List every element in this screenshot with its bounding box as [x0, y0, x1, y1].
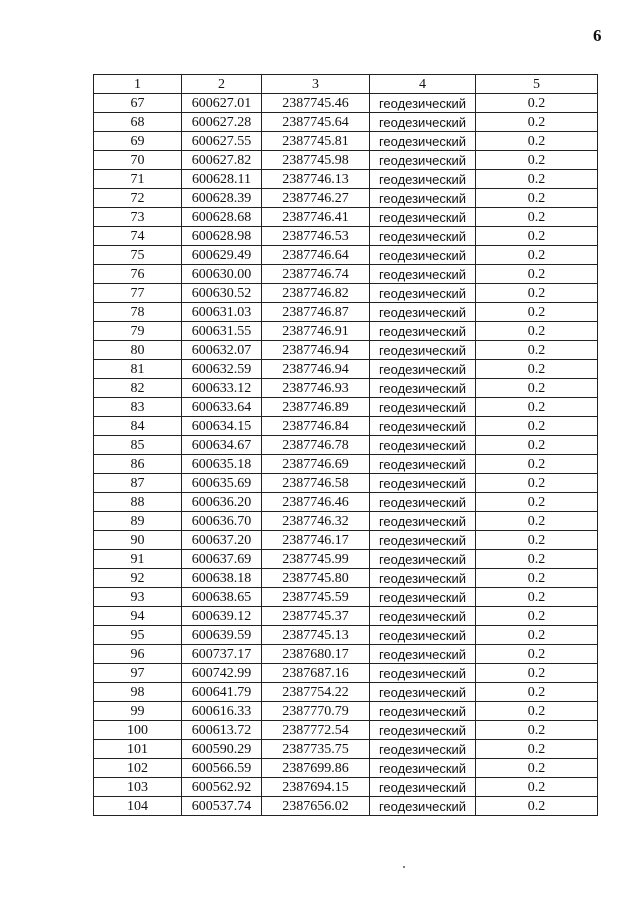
x-coordinate-cell: 600628.98 [182, 227, 262, 246]
accuracy-cell: 0.2 [476, 550, 598, 569]
x-coordinate-cell: 600634.15 [182, 417, 262, 436]
accuracy-cell: 0.2 [476, 531, 598, 550]
point-number-cell: 83 [94, 398, 182, 417]
accuracy-cell: 0.2 [476, 360, 598, 379]
point-number-cell: 99 [94, 702, 182, 721]
x-coordinate-cell: 600562.92 [182, 778, 262, 797]
table-row [94, 284, 598, 303]
y-coordinate-cell: 2387745.81 [262, 132, 370, 151]
table-row [94, 645, 598, 664]
accuracy-cell: 0.2 [476, 265, 598, 284]
point-number-cell: 67 [94, 94, 182, 113]
y-coordinate-cell: 2387746.94 [262, 360, 370, 379]
x-coordinate-cell: 600638.65 [182, 588, 262, 607]
method-cell: геодезический [370, 398, 476, 417]
point-number-cell: 79 [94, 322, 182, 341]
method-cell: геодезический [370, 702, 476, 721]
point-number-cell: 82 [94, 379, 182, 398]
table-row [94, 94, 598, 113]
point-number-cell: 75 [94, 246, 182, 265]
method-cell: геодезический [370, 759, 476, 778]
column-header-1: 1 [94, 75, 182, 94]
scan-speck [403, 866, 405, 868]
x-coordinate-cell: 600627.82 [182, 151, 262, 170]
accuracy-cell: 0.2 [476, 702, 598, 721]
accuracy-cell: 0.2 [476, 322, 598, 341]
accuracy-cell: 0.2 [476, 227, 598, 246]
x-coordinate-cell: 600636.20 [182, 493, 262, 512]
coordinates-table [93, 74, 598, 816]
table-row [94, 189, 598, 208]
x-coordinate-cell: 600633.64 [182, 398, 262, 417]
method-cell: геодезический [370, 721, 476, 740]
x-coordinate-cell: 600627.01 [182, 94, 262, 113]
point-number-cell: 89 [94, 512, 182, 531]
y-coordinate-cell: 2387699.86 [262, 759, 370, 778]
method-cell: геодезический [370, 645, 476, 664]
y-coordinate-cell: 2387745.64 [262, 113, 370, 132]
x-coordinate-cell: 600742.99 [182, 664, 262, 683]
table-row [94, 512, 598, 531]
accuracy-cell: 0.2 [476, 455, 598, 474]
x-coordinate-cell: 600630.00 [182, 265, 262, 284]
y-coordinate-cell: 2387745.80 [262, 569, 370, 588]
point-number-cell: 87 [94, 474, 182, 493]
column-header-2: 2 [182, 75, 262, 94]
y-coordinate-cell: 2387746.89 [262, 398, 370, 417]
accuracy-cell: 0.2 [476, 607, 598, 626]
accuracy-cell: 0.2 [476, 436, 598, 455]
method-cell: геодезический [370, 455, 476, 474]
x-coordinate-cell: 600637.20 [182, 531, 262, 550]
table-row [94, 607, 598, 626]
accuracy-cell: 0.2 [476, 208, 598, 227]
x-coordinate-cell: 600537.74 [182, 797, 262, 816]
accuracy-cell: 0.2 [476, 417, 598, 436]
accuracy-cell: 0.2 [476, 398, 598, 417]
point-number-cell: 90 [94, 531, 182, 550]
point-number-cell: 69 [94, 132, 182, 151]
table-header-row [94, 75, 598, 94]
method-cell: геодезический [370, 113, 476, 132]
point-number-cell: 91 [94, 550, 182, 569]
y-coordinate-cell: 2387746.32 [262, 512, 370, 531]
x-coordinate-cell: 600638.18 [182, 569, 262, 588]
point-number-cell: 102 [94, 759, 182, 778]
accuracy-cell: 0.2 [476, 94, 598, 113]
accuracy-cell: 0.2 [476, 170, 598, 189]
method-cell: геодезический [370, 303, 476, 322]
accuracy-cell: 0.2 [476, 151, 598, 170]
method-cell: геодезический [370, 550, 476, 569]
method-cell: геодезический [370, 227, 476, 246]
method-cell: геодезический [370, 607, 476, 626]
table-row [94, 322, 598, 341]
point-number-cell: 85 [94, 436, 182, 455]
method-cell: геодезический [370, 360, 476, 379]
method-cell: геодезический [370, 246, 476, 265]
x-coordinate-cell: 600637.69 [182, 550, 262, 569]
point-number-cell: 70 [94, 151, 182, 170]
point-number-cell: 74 [94, 227, 182, 246]
table-row [94, 170, 598, 189]
y-coordinate-cell: 2387746.41 [262, 208, 370, 227]
method-cell: геодезический [370, 683, 476, 702]
page-number: 6 [593, 26, 602, 45]
accuracy-cell: 0.2 [476, 246, 598, 265]
point-number-cell: 93 [94, 588, 182, 607]
x-coordinate-cell: 600632.59 [182, 360, 262, 379]
y-coordinate-cell: 2387746.46 [262, 493, 370, 512]
method-cell: геодезический [370, 626, 476, 645]
point-number-cell: 80 [94, 341, 182, 360]
point-number-cell: 72 [94, 189, 182, 208]
point-number-cell: 92 [94, 569, 182, 588]
accuracy-cell: 0.2 [476, 113, 598, 132]
table-row [94, 474, 598, 493]
x-coordinate-cell: 600627.55 [182, 132, 262, 151]
table-row [94, 550, 598, 569]
table-row [94, 664, 598, 683]
y-coordinate-cell: 2387745.59 [262, 588, 370, 607]
accuracy-cell: 0.2 [476, 778, 598, 797]
accuracy-cell: 0.2 [476, 664, 598, 683]
point-number-cell: 86 [94, 455, 182, 474]
method-cell: геодезический [370, 531, 476, 550]
x-coordinate-cell: 600566.59 [182, 759, 262, 778]
x-coordinate-cell: 600613.72 [182, 721, 262, 740]
y-coordinate-cell: 2387745.13 [262, 626, 370, 645]
accuracy-cell: 0.2 [476, 740, 598, 759]
accuracy-cell: 0.2 [476, 588, 598, 607]
table-row [94, 208, 598, 227]
table-row [94, 702, 598, 721]
method-cell: геодезический [370, 512, 476, 531]
x-coordinate-cell: 600627.28 [182, 113, 262, 132]
table-body [94, 94, 598, 816]
column-header-3: 3 [262, 75, 370, 94]
x-coordinate-cell: 600628.39 [182, 189, 262, 208]
point-number-cell: 104 [94, 797, 182, 816]
y-coordinate-cell: 2387656.02 [262, 797, 370, 816]
table-row [94, 740, 598, 759]
y-coordinate-cell: 2387687.16 [262, 664, 370, 683]
y-coordinate-cell: 2387746.74 [262, 265, 370, 284]
x-coordinate-cell: 600631.03 [182, 303, 262, 322]
table-row [94, 759, 598, 778]
method-cell: геодезический [370, 778, 476, 797]
accuracy-cell: 0.2 [476, 341, 598, 360]
point-number-cell: 96 [94, 645, 182, 664]
method-cell: геодезический [370, 569, 476, 588]
y-coordinate-cell: 2387745.37 [262, 607, 370, 626]
y-coordinate-cell: 2387680.17 [262, 645, 370, 664]
y-coordinate-cell: 2387746.27 [262, 189, 370, 208]
y-coordinate-cell: 2387746.87 [262, 303, 370, 322]
table-row [94, 341, 598, 360]
accuracy-cell: 0.2 [476, 512, 598, 531]
point-number-cell: 77 [94, 284, 182, 303]
x-coordinate-cell: 600635.18 [182, 455, 262, 474]
y-coordinate-cell: 2387754.22 [262, 683, 370, 702]
x-coordinate-cell: 600636.70 [182, 512, 262, 531]
x-coordinate-cell: 600632.07 [182, 341, 262, 360]
point-number-cell: 103 [94, 778, 182, 797]
x-coordinate-cell: 600628.11 [182, 170, 262, 189]
table-row [94, 531, 598, 550]
point-number-cell: 68 [94, 113, 182, 132]
x-coordinate-cell: 600590.29 [182, 740, 262, 759]
method-cell: геодезический [370, 265, 476, 284]
method-cell: геодезический [370, 132, 476, 151]
table-row [94, 151, 598, 170]
point-number-cell: 95 [94, 626, 182, 645]
y-coordinate-cell: 2387746.64 [262, 246, 370, 265]
y-coordinate-cell: 2387746.53 [262, 227, 370, 246]
method-cell: геодезический [370, 341, 476, 360]
y-coordinate-cell: 2387746.94 [262, 341, 370, 360]
table-row [94, 246, 598, 265]
y-coordinate-cell: 2387770.79 [262, 702, 370, 721]
point-number-cell: 97 [94, 664, 182, 683]
y-coordinate-cell: 2387746.91 [262, 322, 370, 341]
method-cell: геодезический [370, 151, 476, 170]
method-cell: геодезический [370, 588, 476, 607]
accuracy-cell: 0.2 [476, 189, 598, 208]
y-coordinate-cell: 2387746.58 [262, 474, 370, 493]
method-cell: геодезический [370, 493, 476, 512]
method-cell: геодезический [370, 664, 476, 683]
y-coordinate-cell: 2387735.75 [262, 740, 370, 759]
table-row [94, 721, 598, 740]
table-row [94, 227, 598, 246]
accuracy-cell: 0.2 [476, 474, 598, 493]
accuracy-cell: 0.2 [476, 493, 598, 512]
x-coordinate-cell: 600639.59 [182, 626, 262, 645]
column-header-4: 4 [370, 75, 476, 94]
table-row [94, 778, 598, 797]
method-cell: геодезический [370, 474, 476, 493]
x-coordinate-cell: 600616.33 [182, 702, 262, 721]
x-coordinate-cell: 600737.17 [182, 645, 262, 664]
table-row [94, 417, 598, 436]
x-coordinate-cell: 600633.12 [182, 379, 262, 398]
table-row [94, 398, 598, 417]
table-row [94, 360, 598, 379]
y-coordinate-cell: 2387746.84 [262, 417, 370, 436]
x-coordinate-cell: 600635.69 [182, 474, 262, 493]
accuracy-cell: 0.2 [476, 303, 598, 322]
y-coordinate-cell: 2387746.69 [262, 455, 370, 474]
x-coordinate-cell: 600630.52 [182, 284, 262, 303]
y-coordinate-cell: 2387746.82 [262, 284, 370, 303]
y-coordinate-cell: 2387694.15 [262, 778, 370, 797]
method-cell: геодезический [370, 417, 476, 436]
point-number-cell: 78 [94, 303, 182, 322]
table-row [94, 455, 598, 474]
table-row [94, 379, 598, 398]
accuracy-cell: 0.2 [476, 569, 598, 588]
table-row [94, 683, 598, 702]
accuracy-cell: 0.2 [476, 379, 598, 398]
table-row [94, 569, 598, 588]
point-number-cell: 71 [94, 170, 182, 189]
column-header-5: 5 [476, 75, 598, 94]
accuracy-cell: 0.2 [476, 759, 598, 778]
x-coordinate-cell: 600629.49 [182, 246, 262, 265]
table-row [94, 265, 598, 284]
y-coordinate-cell: 2387746.17 [262, 531, 370, 550]
y-coordinate-cell: 2387746.93 [262, 379, 370, 398]
point-number-cell: 81 [94, 360, 182, 379]
table-row [94, 436, 598, 455]
x-coordinate-cell: 600634.67 [182, 436, 262, 455]
method-cell: геодезический [370, 740, 476, 759]
accuracy-cell: 0.2 [476, 284, 598, 303]
point-number-cell: 94 [94, 607, 182, 626]
method-cell: геодезический [370, 436, 476, 455]
method-cell: геодезический [370, 322, 476, 341]
method-cell: геодезический [370, 284, 476, 303]
table-row [94, 113, 598, 132]
table-row [94, 588, 598, 607]
accuracy-cell: 0.2 [476, 626, 598, 645]
x-coordinate-cell: 600641.79 [182, 683, 262, 702]
y-coordinate-cell: 2387745.46 [262, 94, 370, 113]
point-number-cell: 76 [94, 265, 182, 284]
table-row [94, 303, 598, 322]
accuracy-cell: 0.2 [476, 645, 598, 664]
method-cell: геодезический [370, 94, 476, 113]
point-number-cell: 88 [94, 493, 182, 512]
point-number-cell: 98 [94, 683, 182, 702]
table-row [94, 132, 598, 151]
method-cell: геодезический [370, 797, 476, 816]
method-cell: геодезический [370, 379, 476, 398]
y-coordinate-cell: 2387746.78 [262, 436, 370, 455]
y-coordinate-cell: 2387746.13 [262, 170, 370, 189]
point-number-cell: 101 [94, 740, 182, 759]
method-cell: геодезический [370, 208, 476, 227]
accuracy-cell: 0.2 [476, 721, 598, 740]
table-row [94, 493, 598, 512]
y-coordinate-cell: 2387745.98 [262, 151, 370, 170]
point-number-cell: 84 [94, 417, 182, 436]
table-row [94, 797, 598, 816]
method-cell: геодезический [370, 189, 476, 208]
accuracy-cell: 0.2 [476, 797, 598, 816]
x-coordinate-cell: 600631.55 [182, 322, 262, 341]
table-row [94, 626, 598, 645]
point-number-cell: 100 [94, 721, 182, 740]
accuracy-cell: 0.2 [476, 683, 598, 702]
x-coordinate-cell: 600639.12 [182, 607, 262, 626]
y-coordinate-cell: 2387772.54 [262, 721, 370, 740]
accuracy-cell: 0.2 [476, 132, 598, 151]
point-number-cell: 73 [94, 208, 182, 227]
x-coordinate-cell: 600628.68 [182, 208, 262, 227]
method-cell: геодезический [370, 170, 476, 189]
y-coordinate-cell: 2387745.99 [262, 550, 370, 569]
